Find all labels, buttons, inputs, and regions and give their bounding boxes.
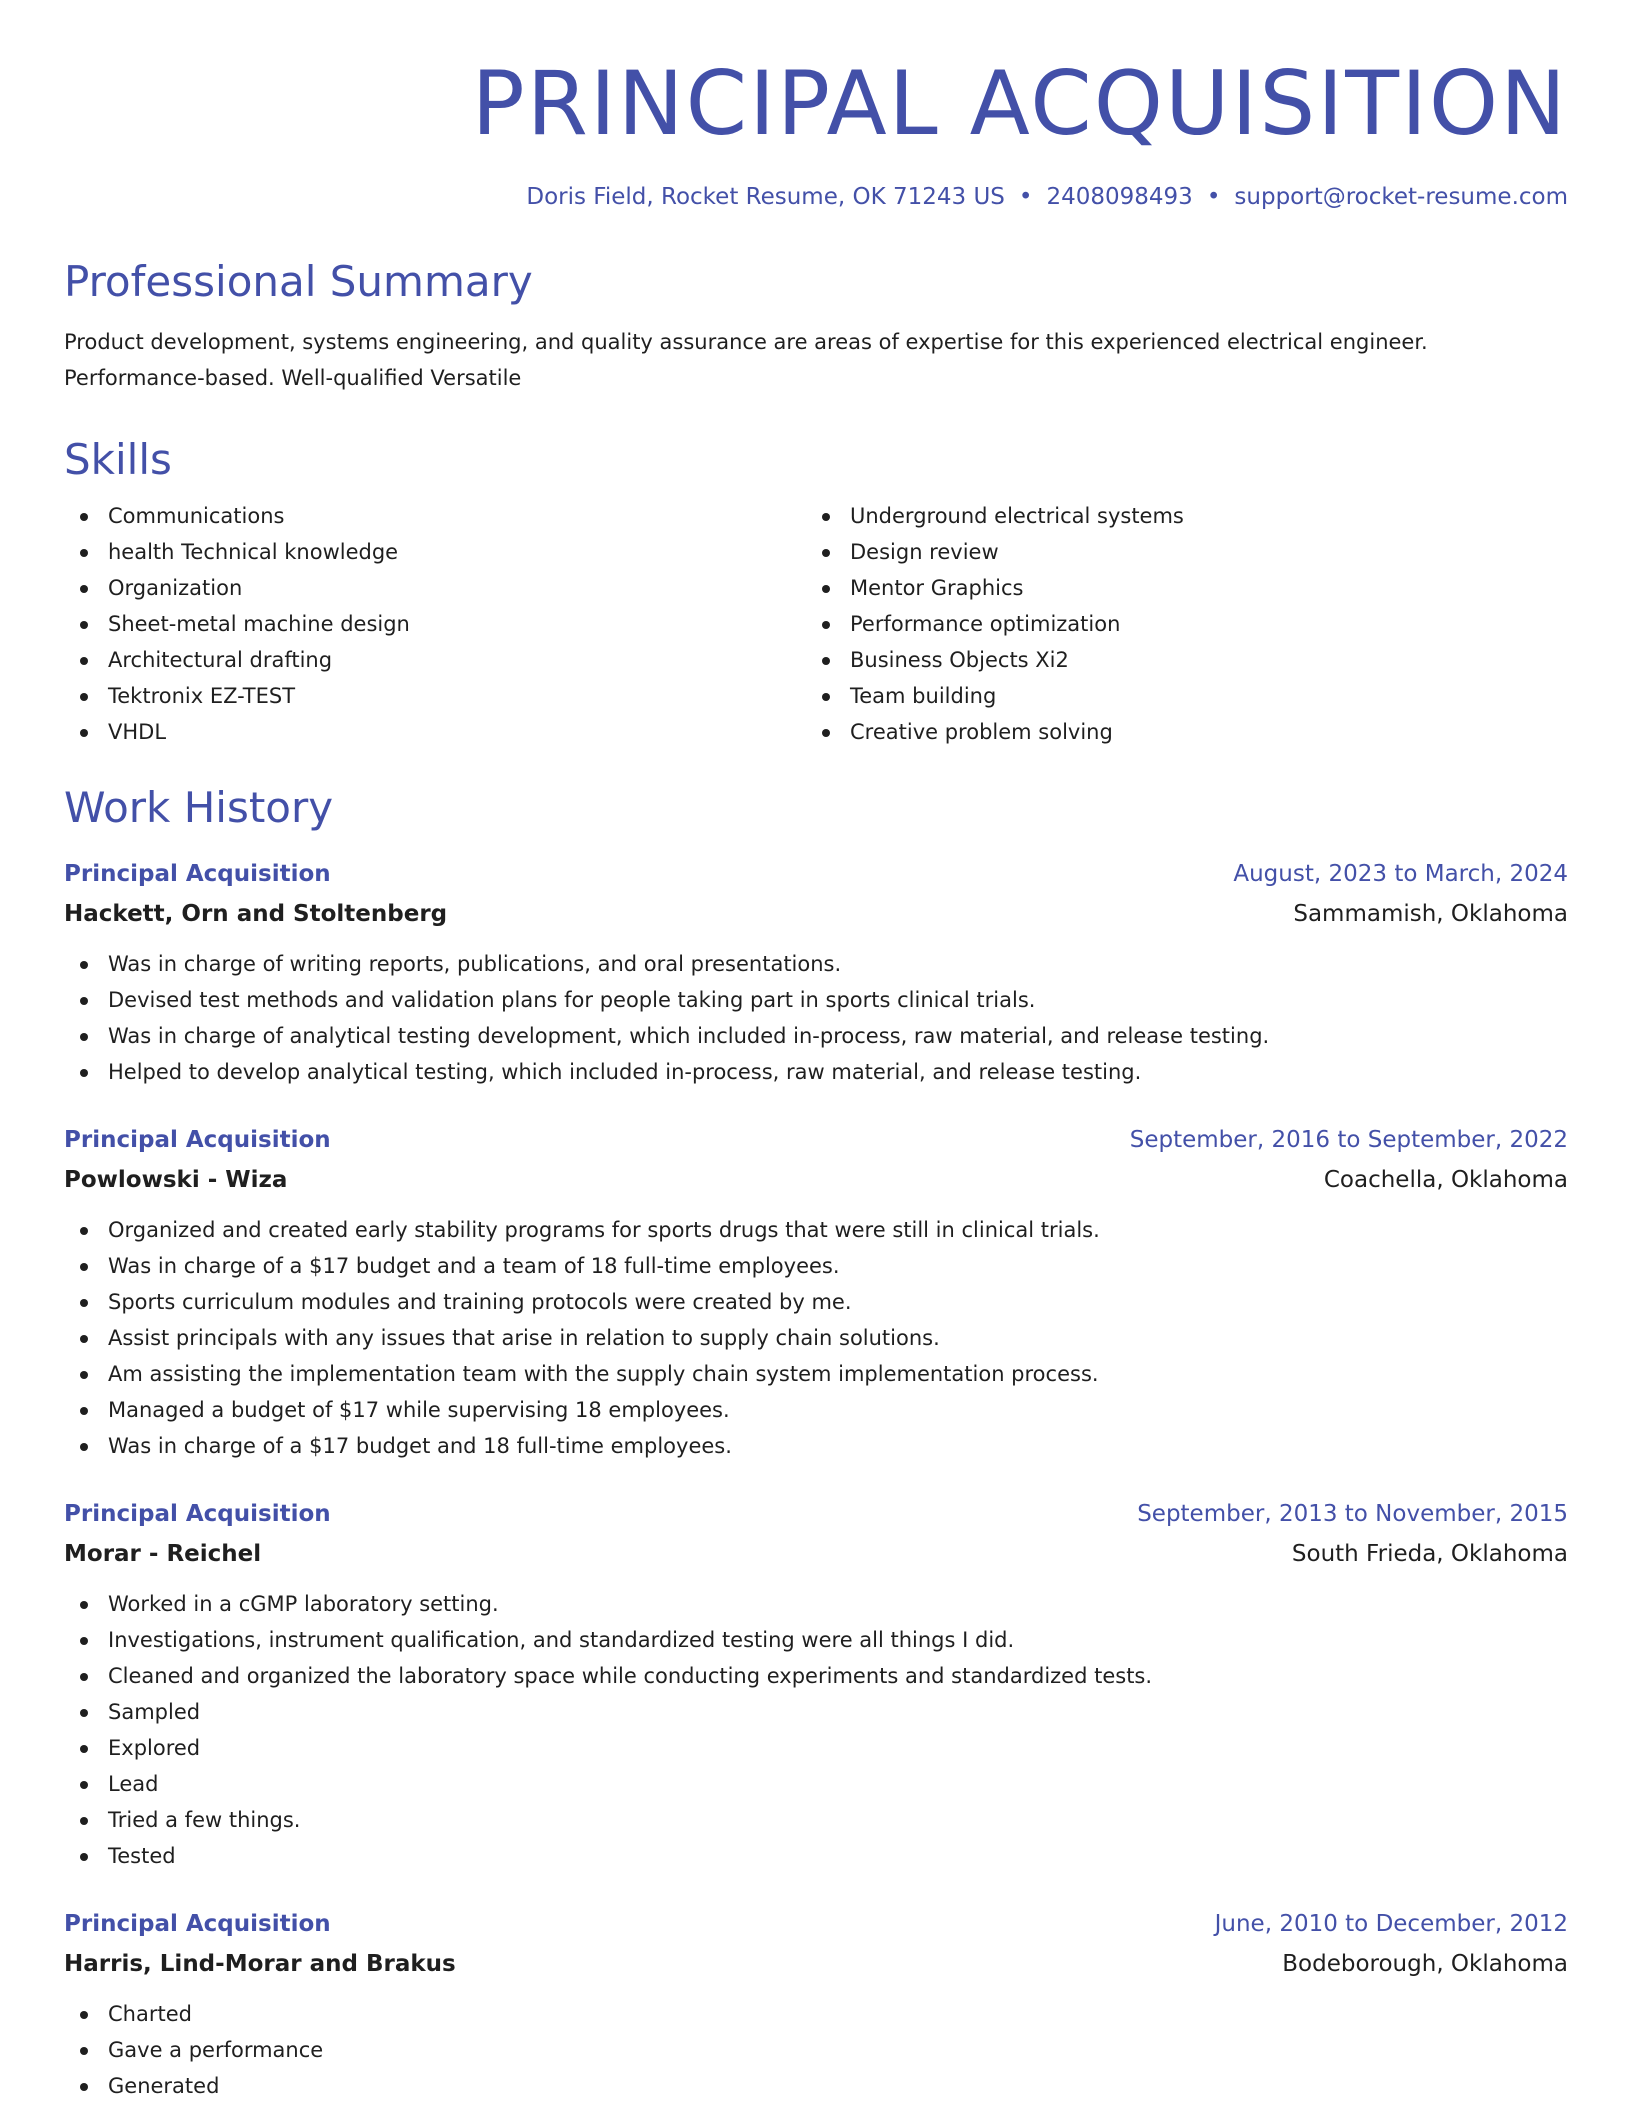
job-duty-item: Was in charge of a $17 budget and 18 full-time employees. [64, 1428, 1568, 1464]
skill-item: Underground electrical systems [806, 498, 1548, 534]
job-duty-item: Tried a few things. [64, 1802, 1568, 1838]
job-employer-row [64, 1534, 1568, 1574]
job-dates: September, 2016 to September, 2022 [1129, 1127, 1568, 1153]
job-duty-item: Assist principals with any issues that arise in relation to supply chain solutions. [64, 1320, 1568, 1356]
contact-email[interactable]: support@rocket-resume.com [1234, 184, 1568, 210]
job-duties-list [64, 946, 1568, 1090]
skill-item: Tektronix EZ-TEST [64, 678, 806, 714]
skill-item: Design review [806, 534, 1548, 570]
job-company: Harris, Lind-Morar and Brakus [64, 1951, 456, 1977]
skill-item: Sheet-metal machine design [64, 606, 806, 642]
job-duties-list [64, 1586, 1568, 1874]
skill-item: Architectural drafting [64, 642, 806, 678]
work-history-list [64, 854, 1568, 2104]
job-duty-item: Managed a budget of $17 while supervising 18 employees. [64, 1392, 1568, 1428]
skill-item: Business Objects Xi2 [806, 642, 1548, 678]
job-dates: September, 2013 to November, 2015 [1137, 1501, 1568, 1527]
job-employer-row [64, 1944, 1568, 1984]
job-duty-item: Was in charge of analytical testing development, which included in-process, raw material, and release testing. [64, 1018, 1568, 1054]
skill-item: Team building [806, 678, 1548, 714]
job-duty-item: Lead [64, 1766, 1568, 1802]
contact-phone: 2408098493 [1046, 184, 1193, 210]
job-duty-item: Sampled [64, 1694, 1568, 1730]
job-duty-item: Worked in a cGMP laboratory setting. [64, 1586, 1568, 1622]
job-header-row [64, 1120, 1568, 1160]
job-entry [64, 854, 1568, 1090]
skill-item: VHDL [64, 714, 806, 750]
job-duty-item: Generated [64, 2068, 1568, 2104]
job-duty-item: Charted [64, 1996, 1568, 2032]
job-company: Hackett, Orn and Stoltenberg [64, 901, 448, 927]
job-title: Principal Acquisition [64, 1911, 331, 1937]
job-duty-item: Was in charge of a $17 budget and a team of 18 full-time employees. [64, 1248, 1568, 1284]
job-title: Principal Acquisition [64, 1127, 331, 1153]
job-duty-item: Devised test methods and validation plans for people taking part in sports clinical trials. [64, 982, 1568, 1018]
job-location: Sammamish, Oklahoma [1293, 901, 1568, 927]
job-duty-item: Tested [64, 1838, 1568, 1874]
job-location: Bodeborough, Oklahoma [1282, 1951, 1568, 1977]
job-location: South Frieda, Oklahoma [1291, 1541, 1568, 1567]
skill-item: Performance optimization [806, 606, 1548, 642]
skill-item: Organization [64, 570, 806, 606]
skill-item: Communications [64, 498, 806, 534]
skills-heading: Skills [64, 435, 172, 484]
job-company: Powlowski - Wiza [64, 1167, 288, 1193]
job-duty-item: Investigations, instrument qualification, and standardized testing were all things I did. [64, 1622, 1568, 1658]
job-entry [64, 1494, 1568, 1874]
job-entry [64, 1904, 1568, 2104]
job-dates: June, 2010 to December, 2012 [1214, 1911, 1568, 1937]
job-company: Morar - Reichel [64, 1541, 262, 1567]
skills-columns [64, 498, 1568, 750]
skill-item: health Technical knowledge [64, 534, 806, 570]
resume-title: PRINCIPAL ACQUISITION [471, 52, 1568, 155]
skills-list-left [64, 498, 806, 750]
job-title: Principal Acquisition [64, 861, 331, 887]
job-duty-item: Organized and created early stability programs for sports drugs that were still in clinical trials. [64, 1212, 1568, 1248]
work-history-heading: Work History [64, 783, 334, 832]
job-header-row [64, 1904, 1568, 1944]
job-duty-item: Cleaned and organized the laboratory space while conducting experiments and standardized tests. [64, 1658, 1568, 1694]
job-title: Principal Acquisition [64, 1501, 331, 1527]
job-header-row [64, 854, 1568, 894]
skill-item: Mentor Graphics [806, 570, 1548, 606]
job-employer-row [64, 894, 1568, 934]
job-duty-item: Helped to develop analytical testing, which included in-process, raw material, and release testing. [64, 1054, 1568, 1090]
summary-heading: Professional Summary [64, 257, 533, 306]
job-entry [64, 1120, 1568, 1464]
job-location: Coachella, Oklahoma [1323, 1167, 1568, 1193]
skills-list-right [806, 498, 1548, 750]
skill-item: Creative problem solving [806, 714, 1548, 750]
summary-text: Product development, systems engineering, and quality assurance are areas of expertise for this experienced electrical engineer. Performance-based. Well-qualified Versatile [64, 330, 1428, 390]
job-header-row [64, 1494, 1568, 1534]
contact-line [64, 180, 1568, 214]
job-duty-item: Was in charge of writing reports, publications, and oral presentations. [64, 946, 1568, 982]
job-duties-list [64, 1212, 1568, 1464]
job-dates: August, 2023 to March, 2024 [1233, 861, 1568, 887]
contact-address: Doris Field, Rocket Resume, OK 71243 US [526, 184, 1005, 210]
job-duty-item: Sports curriculum modules and training protocols were created by me. [64, 1284, 1568, 1320]
job-duty-item: Gave a performance [64, 2032, 1568, 2068]
job-employer-row [64, 1160, 1568, 1200]
contact-separator: • [1206, 184, 1221, 210]
job-duty-item: Am assisting the implementation team with the supply chain system implementation process. [64, 1356, 1568, 1392]
job-duties-list [64, 1996, 1568, 2104]
job-duty-item: Explored [64, 1730, 1568, 1766]
contact-separator: • [1018, 184, 1033, 210]
